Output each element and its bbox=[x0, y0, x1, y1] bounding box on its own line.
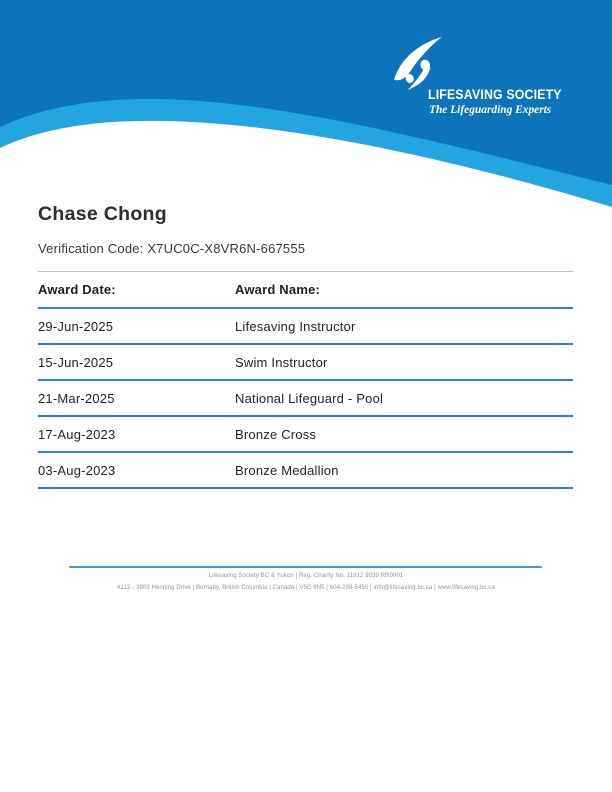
award-name-cell: Swim Instructor bbox=[235, 344, 573, 380]
award-date-header: Award Date: bbox=[38, 272, 235, 309]
table-row bbox=[38, 452, 573, 488]
table-row bbox=[38, 380, 573, 416]
table-row bbox=[38, 416, 573, 452]
award-date-cell: 21-Mar-2025 bbox=[38, 380, 235, 416]
footer bbox=[0, 571, 612, 594]
award-date-cell: 29-Jun-2025 bbox=[38, 308, 235, 344]
brand-tagline: The Lifeguarding Experts bbox=[429, 102, 552, 116]
header-wave-banner bbox=[0, 0, 612, 212]
verification-code-label: Verification Code: bbox=[38, 241, 144, 256]
award-name-cell: Lifesaving Instructor bbox=[235, 308, 573, 344]
brand-name: LIFESAVING SOCIETY bbox=[428, 86, 562, 102]
award-date-cell: 03-Aug-2023 bbox=[38, 452, 235, 488]
table-row bbox=[38, 344, 573, 380]
award-date-cell: 15-Jun-2025 bbox=[38, 344, 235, 380]
verification-code-line bbox=[38, 241, 305, 256]
table-row bbox=[38, 308, 573, 344]
footer-address-line: #112 - 3989 Henning Drive | Burnaby, British Columbia | Canada | V5C 6N5 | 604-299-5450 | info@lifesaving.bc.ca | www.lifesaving.bc.ca bbox=[117, 584, 495, 591]
verification-code-value: X7UC0C-X8VR6N-667555 bbox=[147, 241, 306, 256]
footer-divider bbox=[69, 566, 542, 568]
award-name-cell: Bronze Medallion bbox=[235, 452, 573, 488]
awards-header-row bbox=[38, 272, 573, 309]
award-name-cell: National Lifeguard - Pool bbox=[235, 380, 573, 416]
footer-org-line: Lifesaving Society BC & Yukon | Reg. Charity No. 11912 9039 RR0001 bbox=[208, 573, 404, 579]
awards-table bbox=[38, 271, 573, 489]
award-name-header: Award Name: bbox=[235, 272, 573, 309]
person-name: Chase Chong bbox=[38, 203, 167, 225]
award-name-cell: Bronze Cross bbox=[235, 416, 573, 452]
award-date-cell: 17-Aug-2023 bbox=[38, 416, 235, 452]
lifesaving-society-logo-icon bbox=[392, 36, 444, 91]
